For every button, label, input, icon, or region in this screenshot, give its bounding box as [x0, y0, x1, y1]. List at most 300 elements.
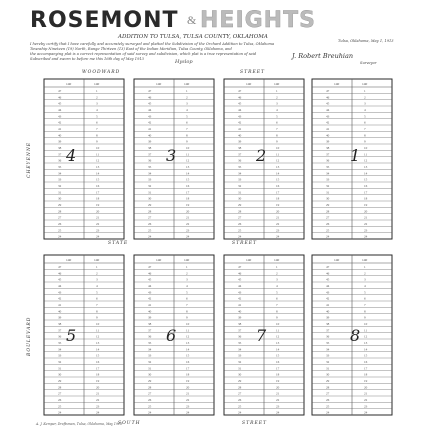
lot-label-right: 8	[186, 309, 188, 314]
lot-label-left: 37	[148, 152, 152, 157]
lot-label-left: 32	[58, 360, 62, 365]
block-5[interactable]	[44, 255, 124, 415]
lot-label-right: 6	[96, 120, 98, 125]
notary-signature: Hyslop	[175, 59, 193, 65]
block-number: 6	[166, 326, 177, 345]
lot-label-left: 43	[148, 114, 152, 119]
lot-label-left: 35	[326, 165, 330, 170]
lot-label-left: 36	[148, 334, 152, 339]
lot-label-left: 41	[58, 303, 62, 308]
lot-label-left: 35	[326, 341, 330, 346]
lot-label-right: 23	[276, 228, 280, 233]
lot-label-left: 43	[326, 290, 330, 295]
lot-label-left: 32	[238, 360, 242, 365]
lot-label-right: 22	[186, 222, 190, 227]
lot-label-right: 7	[186, 127, 188, 132]
frontage-label: 140	[362, 82, 368, 86]
lot-label-right: 17	[186, 190, 190, 195]
lot-label-left: 40	[148, 309, 152, 314]
lot-label-right: 20	[364, 209, 368, 214]
lot-label-right: 13	[364, 165, 368, 170]
lot-label-right: 4	[364, 284, 366, 289]
lot-label-left: 46	[58, 271, 62, 276]
lot-label-right: 3	[364, 277, 366, 282]
lot-label-left: 33	[238, 177, 242, 182]
lot-label-left: 38	[238, 322, 242, 327]
lot-label-right: 3	[276, 277, 278, 282]
street-left-upper: CHEYENNE	[27, 141, 32, 178]
lot-label-left: 27	[326, 215, 330, 220]
lot-label-left: 24	[58, 410, 62, 415]
lot-label-right: 6	[276, 296, 278, 301]
footer-left: A. J. Kemper, Draftsman, Tulsa, Oklahoma, May 1913	[36, 422, 123, 426]
lot-label-left: 37	[148, 328, 152, 333]
lot-label-right: 3	[96, 277, 98, 282]
lot-label-right: 3	[96, 101, 98, 106]
lot-label-left: 40	[58, 133, 62, 138]
lot-label-left: 40	[238, 309, 242, 314]
certificate-line-4: Subscribed and sworn to before me this 16th day of May 1913	[30, 57, 144, 61]
lot-label-left: 41	[326, 303, 330, 308]
lot-label-left: 34	[326, 171, 330, 176]
block-number: 1	[350, 146, 361, 165]
lot-label-right: 20	[96, 209, 100, 214]
lot-label-left: 37	[326, 152, 330, 157]
lot-label-right: 6	[96, 296, 98, 301]
lot-label-left: 47	[238, 89, 242, 94]
lot-label-right: 7	[276, 303, 278, 308]
lot-label-left: 35	[148, 165, 152, 170]
lot-label-right: 10	[364, 146, 368, 151]
lot-label-left: 24	[326, 234, 330, 239]
lot-label-left: 44	[238, 284, 242, 289]
lot-label-right: 9	[364, 315, 366, 320]
lot-label-right: 11	[276, 328, 280, 333]
lot-label-right: 14	[96, 347, 100, 352]
block-number: 5	[66, 326, 77, 345]
lot-label-left: 43	[326, 114, 330, 119]
lot-label-right: 5	[276, 114, 278, 119]
lot-label-right: 8	[96, 133, 98, 138]
frontage-label: 140	[156, 258, 162, 262]
frontage-label: 140	[334, 258, 340, 262]
lot-label-right: 9	[96, 139, 98, 144]
lot-label-left: 36	[58, 158, 62, 163]
lot-label-right: 6	[364, 296, 366, 301]
lot-label-right: 12	[186, 334, 190, 339]
lot-label-left: 25	[58, 228, 62, 233]
lot-label-left: 34	[148, 171, 152, 176]
lot-label-right: 23	[364, 404, 368, 409]
lot-label-left: 35	[238, 341, 242, 346]
lot-label-left: 32	[238, 184, 242, 189]
lot-label-right: 10	[364, 322, 368, 327]
lot-label-right: 12	[364, 158, 368, 163]
lot-label-left: 46	[326, 95, 330, 100]
lot-label-right: 24	[186, 410, 190, 415]
lot-label-left: 33	[238, 353, 242, 358]
lot-label-right: 16	[364, 184, 368, 189]
lot-label-right: 7	[186, 303, 188, 308]
lot-label-left: 31	[58, 190, 62, 195]
street-bottom-left: SOUTH	[118, 421, 141, 426]
lot-label-right: 19	[186, 203, 190, 208]
lot-label-left: 26	[326, 222, 330, 227]
surveyor-signature: J. Robert Breuhian	[292, 52, 354, 60]
lot-label-right: 9	[276, 315, 278, 320]
block-6[interactable]	[134, 255, 214, 415]
frontage-label: 140	[66, 258, 72, 262]
lot-label-left: 36	[238, 334, 242, 339]
lot-label-right: 22	[96, 222, 100, 227]
lot-label-left: 42	[58, 120, 62, 125]
lot-label-right: 18	[364, 196, 368, 201]
lot-label-left: 26	[58, 398, 62, 403]
lot-label-right: 7	[276, 127, 278, 132]
lot-label-right: 6	[364, 120, 366, 125]
lot-label-right: 8	[276, 133, 278, 138]
lot-label-left: 44	[148, 284, 152, 289]
lot-label-left: 29	[326, 379, 330, 384]
title-heights: HEIGHTS	[200, 8, 316, 33]
block-number: 7	[256, 326, 267, 345]
lot-label-left: 37	[58, 328, 62, 333]
lot-label-left: 29	[58, 203, 62, 208]
lot-label-left: 41	[238, 303, 242, 308]
lot-label-left: 33	[326, 177, 330, 182]
lot-label-left: 30	[238, 372, 242, 377]
lot-label-right: 13	[96, 341, 100, 346]
lot-label-right: 4	[276, 108, 278, 113]
lot-label-left: 39	[148, 139, 152, 144]
lot-label-left: 45	[148, 277, 152, 282]
lot-label-right: 15	[186, 177, 190, 182]
lot-label-right: 15	[364, 177, 368, 182]
street-middle-left: STATE	[108, 241, 129, 246]
lot-label-right: 16	[186, 360, 190, 365]
lot-label-left: 31	[238, 366, 242, 371]
lot-label-right: 12	[186, 158, 190, 163]
lot-label-left: 45	[326, 277, 330, 282]
certificate-line-2: Township Nineteen (19) North, Range Thirteen (13) East of the Indian Meridian, Tulsa County, Oklahoma, and	[30, 47, 232, 51]
lot-label-right: 8	[96, 309, 98, 314]
lot-label-left: 24	[238, 410, 242, 415]
lot-label-right: 16	[276, 360, 280, 365]
lot-label-right: 3	[276, 101, 278, 106]
lot-label-right: 6	[186, 120, 188, 125]
lot-label-right: 9	[276, 139, 278, 144]
lot-label-right: 24	[96, 234, 100, 239]
lot-label-left: 38	[326, 146, 330, 151]
lot-label-right: 3	[364, 101, 366, 106]
lot-label-right: 14	[186, 347, 190, 352]
lot-label-right: 22	[364, 222, 368, 227]
lot-label-right: 3	[186, 277, 188, 282]
block-1[interactable]	[312, 79, 392, 239]
lot-label-left: 37	[238, 328, 242, 333]
lot-label-left: 26	[238, 398, 242, 403]
lot-label-right: 16	[96, 360, 100, 365]
title-rosemont: ROSEMONT	[30, 8, 179, 33]
street-top-right: STREET	[240, 70, 266, 75]
lot-label-left: 36	[326, 158, 330, 163]
lot-label-left: 42	[238, 120, 242, 125]
lot-label-left: 40	[326, 133, 330, 138]
lot-label-right: 11	[186, 328, 190, 333]
lot-label-right: 17	[276, 190, 280, 195]
lot-label-right: 5	[96, 290, 98, 295]
lot-label-right: 14	[96, 171, 100, 176]
lot-label-left: 33	[326, 353, 330, 358]
lot-label-left: 28	[326, 209, 330, 214]
block-number: 2	[256, 146, 267, 165]
lot-label-right: 6	[276, 120, 278, 125]
lot-label-right: 14	[276, 171, 280, 176]
frontage-label: 140	[66, 82, 72, 86]
lot-label-left: 24	[58, 234, 62, 239]
lot-label-left: 42	[326, 296, 330, 301]
lot-label-right: 12	[276, 158, 280, 163]
lot-label-right: 12	[364, 334, 368, 339]
lot-label-left: 40	[148, 133, 152, 138]
lot-label-left: 45	[148, 101, 152, 106]
lot-label-right: 23	[186, 228, 190, 233]
lot-label-left: 28	[58, 385, 62, 390]
lot-label-right: 17	[186, 366, 190, 371]
lot-label-left: 32	[326, 184, 330, 189]
lot-label-right: 19	[364, 203, 368, 208]
lot-label-left: 40	[326, 309, 330, 314]
lot-label-right: 19	[276, 379, 280, 384]
lot-label-left: 24	[238, 234, 242, 239]
lot-label-right: 13	[276, 165, 280, 170]
lot-label-left: 24	[148, 234, 152, 239]
lot-label-left: 26	[58, 222, 62, 227]
title-ampersand: &	[187, 13, 197, 27]
lot-label-right: 17	[364, 366, 368, 371]
lot-label-right: 10	[186, 146, 190, 151]
lot-label-right: 17	[96, 366, 100, 371]
lot-label-left: 25	[326, 228, 330, 233]
lot-label-left: 35	[238, 165, 242, 170]
lot-label-left: 42	[148, 120, 152, 125]
lot-label-left: 35	[58, 165, 62, 170]
lot-label-left: 35	[148, 341, 152, 346]
lot-label-right: 7	[96, 127, 98, 132]
lot-label-left: 47	[148, 265, 152, 270]
lot-label-right: 22	[276, 398, 280, 403]
lot-label-right: 2	[186, 95, 188, 100]
lot-label-left: 24	[148, 410, 152, 415]
lot-label-right: 11	[96, 328, 100, 333]
lot-label-right: 1	[186, 89, 188, 94]
lot-label-right: 9	[96, 315, 98, 320]
lot-label-right: 21	[96, 215, 100, 220]
lot-label-right: 7	[96, 303, 98, 308]
lot-label-right: 11	[276, 152, 280, 157]
lot-label-right: 14	[364, 347, 368, 352]
frontage-label: 140	[362, 258, 368, 262]
lot-label-right: 23	[96, 404, 100, 409]
lot-label-left: 29	[148, 203, 152, 208]
lot-label-left: 43	[58, 290, 62, 295]
lot-label-right: 11	[364, 152, 368, 157]
frontage-label: 140	[184, 258, 190, 262]
lot-label-right: 9	[186, 139, 188, 144]
lot-label-right: 11	[364, 328, 368, 333]
lot-label-right: 2	[276, 271, 278, 276]
lot-label-left: 39	[326, 139, 330, 144]
lot-label-left: 27	[58, 391, 62, 396]
lot-label-right: 1	[364, 89, 366, 94]
lot-label-right: 2	[276, 95, 278, 100]
lot-label-right: 4	[186, 284, 188, 289]
lot-label-left: 46	[238, 95, 242, 100]
lot-label-right: 1	[96, 265, 98, 270]
frontage-label: 140	[274, 82, 280, 86]
lot-label-left: 30	[238, 196, 242, 201]
lot-label-left: 33	[58, 353, 62, 358]
lot-label-right: 1	[186, 265, 188, 270]
lot-label-left: 30	[148, 372, 152, 377]
lot-label-left: 39	[326, 315, 330, 320]
lot-label-left: 46	[58, 95, 62, 100]
lot-label-right: 24	[186, 234, 190, 239]
lot-label-right: 20	[96, 385, 100, 390]
lot-label-left: 25	[58, 404, 62, 409]
lot-label-left: 31	[58, 366, 62, 371]
lot-label-right: 23	[364, 228, 368, 233]
lot-label-right: 19	[96, 379, 100, 384]
lot-label-left: 26	[238, 222, 242, 227]
block-8[interactable]	[312, 255, 392, 415]
street-middle-right: STREET	[232, 241, 258, 246]
lot-label-left: 28	[148, 385, 152, 390]
lot-label-left: 41	[58, 127, 62, 132]
lot-label-left: 36	[326, 334, 330, 339]
lot-label-right: 22	[364, 398, 368, 403]
lot-label-right: 7	[364, 127, 366, 132]
block-4[interactable]	[44, 79, 124, 239]
lot-label-left: 28	[238, 209, 242, 214]
lot-label-right: 21	[364, 391, 368, 396]
lot-label-left: 29	[238, 203, 242, 208]
lot-label-right: 21	[96, 391, 100, 396]
lot-label-left: 43	[238, 290, 242, 295]
lot-label-left: 34	[238, 347, 242, 352]
lot-label-right: 4	[96, 284, 98, 289]
lot-label-left: 35	[58, 341, 62, 346]
lot-label-left: 44	[148, 108, 152, 113]
lot-label-left: 30	[148, 196, 152, 201]
lot-label-left: 30	[326, 372, 330, 377]
lot-label-right: 20	[186, 209, 190, 214]
lot-label-left: 31	[238, 190, 242, 195]
lot-label-right: 5	[96, 114, 98, 119]
lot-label-right: 24	[96, 410, 100, 415]
lot-label-left: 41	[148, 303, 152, 308]
lot-label-right: 2	[96, 271, 98, 276]
lot-label-left: 42	[238, 296, 242, 301]
lot-label-left: 38	[326, 322, 330, 327]
lot-label-left: 28	[58, 209, 62, 214]
lot-label-left: 31	[326, 190, 330, 195]
lot-label-right: 3	[186, 101, 188, 106]
lot-label-left: 47	[58, 265, 62, 270]
lot-label-left: 28	[238, 385, 242, 390]
lot-label-left: 39	[148, 315, 152, 320]
lot-label-right: 8	[186, 133, 188, 138]
lot-label-left: 40	[238, 133, 242, 138]
block-7[interactable]	[224, 255, 304, 415]
lot-label-right: 24	[364, 410, 368, 415]
lot-label-right: 22	[186, 398, 190, 403]
lot-label-right: 18	[186, 372, 190, 377]
lot-label-left: 38	[148, 322, 152, 327]
lot-label-left: 33	[148, 177, 152, 182]
lot-label-right: 21	[364, 215, 368, 220]
lot-label-left: 34	[58, 347, 62, 352]
lot-label-left: 42	[148, 296, 152, 301]
certificate-line-1: I hereby certify that I have carefully and accurately surveyed and platted the Subdivision of the Orchard Addition to Tulsa, Oklahoma	[30, 42, 275, 46]
lot-label-left: 25	[326, 404, 330, 409]
lot-label-right: 17	[364, 190, 368, 195]
lot-label-right: 16	[364, 360, 368, 365]
lot-label-left: 39	[238, 139, 242, 144]
lot-label-right: 24	[364, 234, 368, 239]
block-3[interactable]	[134, 79, 214, 239]
lot-label-left: 45	[326, 101, 330, 106]
lot-label-right: 13	[186, 165, 190, 170]
lot-label-left: 25	[148, 228, 152, 233]
lot-label-left: 37	[238, 152, 242, 157]
lot-label-left: 43	[148, 290, 152, 295]
lot-label-right: 13	[364, 341, 368, 346]
lot-label-right: 18	[276, 372, 280, 377]
lot-label-right: 19	[186, 379, 190, 384]
lot-label-right: 16	[276, 184, 280, 189]
frontage-label: 140	[246, 82, 252, 86]
block-number: 8	[350, 326, 361, 345]
lot-label-left: 47	[326, 89, 330, 94]
lot-label-left: 46	[148, 271, 152, 276]
lot-label-left: 27	[238, 215, 242, 220]
lot-label-right: 6	[186, 296, 188, 301]
date-note: Tulsa, Oklahoma, May 1, 1913	[338, 39, 394, 43]
lot-label-left: 30	[58, 372, 62, 377]
lot-label-left: 38	[58, 322, 62, 327]
lot-label-right: 15	[364, 353, 368, 358]
lot-label-left: 27	[238, 391, 242, 396]
lot-label-right: 24	[276, 410, 280, 415]
lot-label-left: 34	[238, 171, 242, 176]
lot-label-right: 4	[364, 108, 366, 113]
lot-label-right: 1	[96, 89, 98, 94]
lot-label-right: 20	[276, 385, 280, 390]
lot-label-left: 38	[238, 146, 242, 151]
frontage-label: 140	[94, 82, 100, 86]
lot-label-left: 26	[148, 398, 152, 403]
lot-label-right: 8	[364, 309, 366, 314]
lot-label-left: 46	[326, 271, 330, 276]
frontage-label: 140	[274, 258, 280, 262]
street-left-lower: BOULEVARD	[27, 316, 32, 356]
lot-label-right: 5	[186, 290, 188, 295]
block-2[interactable]	[224, 79, 304, 239]
lot-label-right: 1	[364, 265, 366, 270]
lot-label-right: 23	[96, 228, 100, 233]
lot-label-left: 44	[326, 108, 330, 113]
